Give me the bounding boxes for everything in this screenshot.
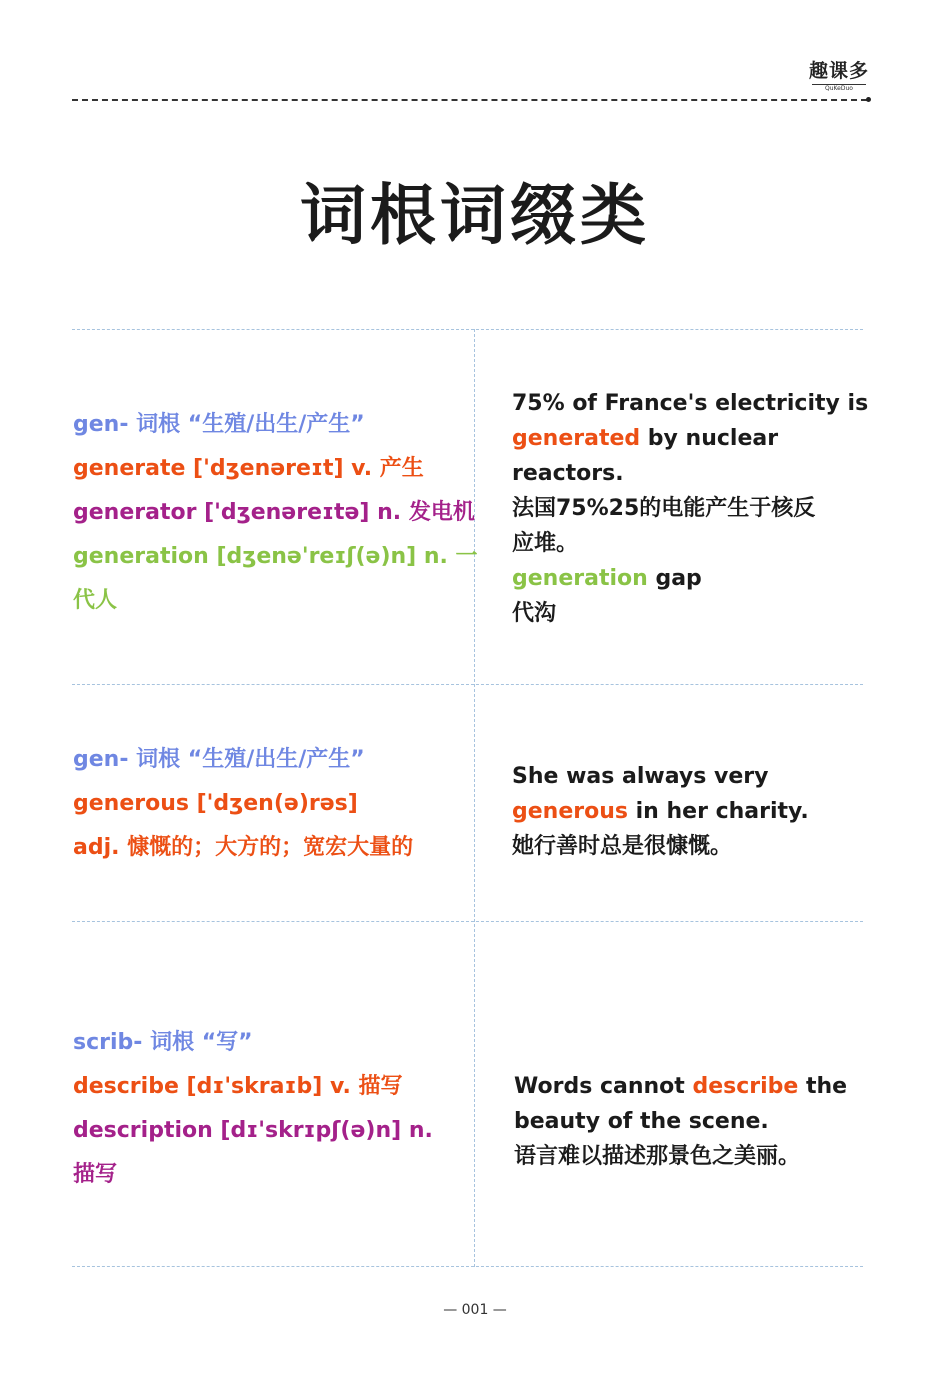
word-line: generator ['dʒenəreɪtə] n. 发电机 (73, 500, 475, 525)
entry-2-vocab (73, 738, 413, 870)
example-translation (514, 1139, 847, 1174)
example-text: gap (647, 566, 702, 591)
example-text: 75% of France's electricity is (512, 391, 869, 416)
entry-3-vocab (73, 1021, 433, 1197)
highlight-word: describe (692, 1074, 799, 1099)
example-text: by nuclear (640, 426, 779, 451)
table-row-divider (72, 921, 863, 922)
example-line (512, 561, 868, 596)
example-line (514, 1069, 847, 1104)
example-text: Words cannot (514, 1074, 693, 1099)
table-row-divider (72, 684, 863, 685)
example-line (514, 1104, 847, 1139)
word-line: generate ['dʒenəreɪt] v. 产生 (73, 456, 424, 481)
example-translation (512, 829, 809, 864)
page-number: — 001 — (443, 1302, 507, 1318)
brand-logo-subtext: QuKeDuo (812, 84, 866, 93)
example-line (512, 386, 868, 421)
example-translation (512, 526, 868, 561)
word-line: describe [dɪ'skraɪb] v. 描写 (73, 1074, 403, 1099)
highlight-word: generous (512, 799, 628, 824)
entry-2-example (512, 759, 809, 864)
table-border-bottom (72, 1266, 863, 1267)
highlight-word: generation (512, 566, 648, 591)
word-line: adj. 慷慨的；大方的；宽宏大量的 (73, 835, 414, 860)
example-translation (512, 491, 868, 526)
entry-1-vocab (73, 403, 478, 623)
root-line: scrib- 词根 “写” (73, 1030, 253, 1055)
entry-1-example (512, 386, 868, 631)
header-divider (72, 99, 867, 101)
root-line: gen- 词根 “生殖/出生/产生” (73, 747, 365, 772)
word-line: generation [dʒenə'reɪʃ(ə)n] n. 一 (73, 544, 478, 569)
example-line (512, 421, 868, 456)
example-text: 语言难以描述那景色之美丽。 (514, 1144, 801, 1169)
brand-logo-text: 趣课多 (808, 60, 869, 82)
word-line: description [dɪ'skrɪpʃ(ə)n] n. (73, 1118, 433, 1143)
word-line: generous ['dʒen(ə)rəs] (73, 791, 358, 816)
example-text: 法国75%25的电能产生于核反 (512, 496, 816, 521)
brand-logo (806, 60, 872, 94)
example-line (512, 456, 868, 491)
example-text: reactors. (512, 461, 624, 486)
example-text: the (798, 1074, 848, 1099)
highlight-word: generated (512, 426, 641, 451)
example-translation (512, 596, 868, 631)
table-border-top (72, 329, 863, 330)
word-line: 描写 (73, 1162, 118, 1187)
header-divider-dot (866, 97, 871, 102)
page-title: 词根词缀类 (300, 177, 650, 254)
example-text: 她行善时总是很慷慨。 (512, 834, 733, 859)
entry-3-example (514, 1069, 847, 1174)
word-line: 代人 (73, 588, 118, 613)
example-text: in her charity. (627, 799, 809, 824)
example-line (512, 794, 809, 829)
example-text: 代沟 (512, 601, 557, 626)
example-text: beauty of the scene. (514, 1109, 769, 1134)
example-line (512, 759, 809, 794)
root-line: gen- 词根 “生殖/出生/产生” (73, 412, 365, 437)
example-text: 应堆。 (512, 531, 579, 556)
example-text: She was always very (512, 764, 769, 789)
